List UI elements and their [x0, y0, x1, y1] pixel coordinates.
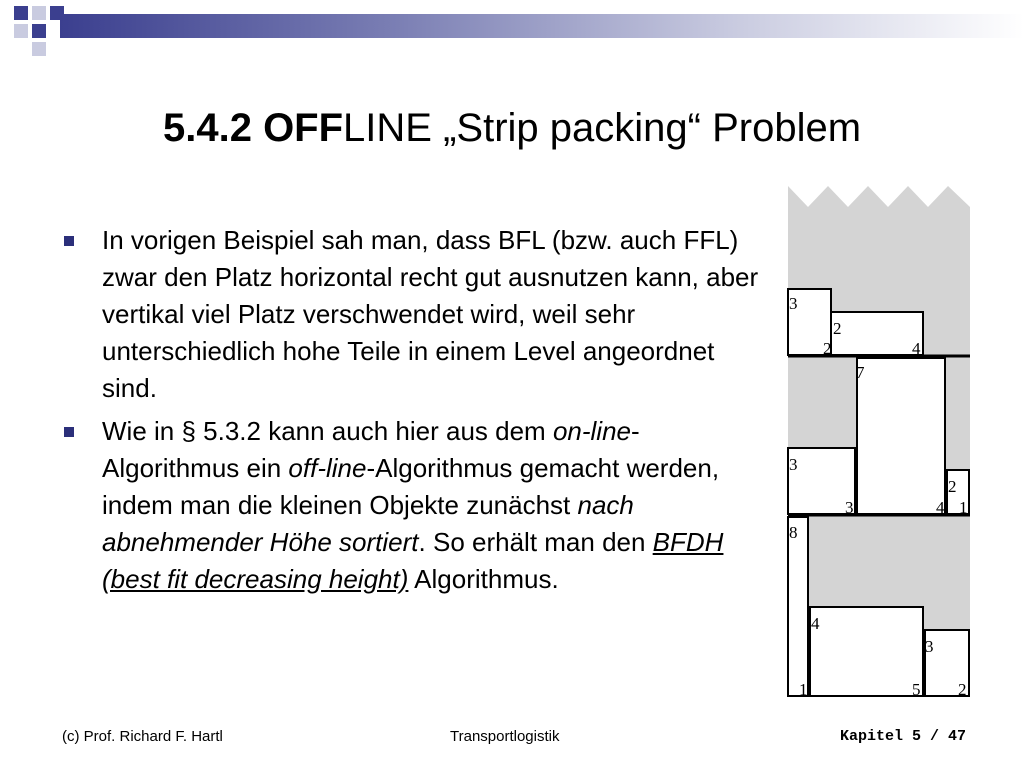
- bullet-item: [62, 222, 762, 407]
- figure-label: 3: [789, 455, 798, 474]
- strip-packing-figure: [786, 186, 972, 698]
- figure-label: 3: [925, 637, 934, 656]
- bullet-item: [62, 413, 762, 598]
- bullet-text: Algorithmus.: [408, 564, 559, 594]
- figure-label: 1: [959, 498, 968, 517]
- title-bold: 5.4.2 OFF: [162, 106, 344, 150]
- figure-label: 2: [948, 477, 957, 496]
- deco-square: [14, 6, 28, 20]
- figure-label: 2: [833, 319, 842, 338]
- bullet-emphasis: off-line: [288, 453, 367, 483]
- figure-label: 7: [856, 363, 865, 382]
- title-rest: LINE „Strip packing“ Problem: [343, 106, 862, 150]
- figure-label: 2: [958, 680, 967, 698]
- deco-square: [14, 24, 28, 38]
- slide-title: [0, 106, 1024, 151]
- deco-square: [32, 6, 46, 20]
- footer-author: (c) Prof. Richard F. Hartl: [62, 728, 223, 745]
- bullet-square-icon: [64, 236, 74, 246]
- bullet-emphasis: nach abnehmender Höhe sortiert: [102, 490, 634, 557]
- packed-item: [788, 517, 808, 696]
- bullet-text: . So erhält man den: [418, 527, 653, 557]
- header-decoration: [0, 0, 1024, 60]
- header-gradient-bar: [60, 14, 1024, 38]
- figure-label: 8: [789, 523, 798, 542]
- packed-item: [810, 607, 923, 696]
- figure-label: 3: [845, 498, 854, 517]
- figure-label: 5: [912, 680, 921, 698]
- figure-label: 1: [799, 680, 808, 698]
- bullet-square-icon: [64, 427, 74, 437]
- deco-square: [32, 24, 46, 38]
- packed-item: [857, 358, 945, 514]
- bullet-text: -Algorithmus gemacht werden, indem man die kleinen Objekte zunächst: [102, 453, 720, 520]
- packed-item: [831, 312, 923, 355]
- bullet-emphasis: on-line: [552, 416, 631, 446]
- bfdh-link[interactable]: BFDH (best fit decreasing height): [102, 527, 724, 594]
- figure-label: 4: [936, 498, 945, 517]
- deco-square: [32, 42, 46, 56]
- figure-label: 4: [811, 614, 820, 633]
- bullet-list: [62, 222, 762, 604]
- footer-page-number: Kapitel 5 / 47: [840, 728, 967, 745]
- footer-course: Transportlogistik: [450, 728, 560, 745]
- bullet-text: -Algorithmus ein: [102, 416, 640, 483]
- figure-label: 4: [912, 339, 921, 358]
- bullet-text: In vorigen Beispiel sah man, dass BFL (bzw. auch FFL) zwar den Platz horizontal recht gut ausnutzen kann, aber vertikal viel Platz verschwendet wird, weil sehr unterschiedlich hohe Teile in einem Level angeordnet sind.: [102, 225, 759, 403]
- bullet-text: Wie in § 5.3.2 kann auch hier aus dem: [102, 416, 553, 446]
- figure-label: 2: [823, 339, 832, 358]
- figure-label: 3: [789, 294, 798, 313]
